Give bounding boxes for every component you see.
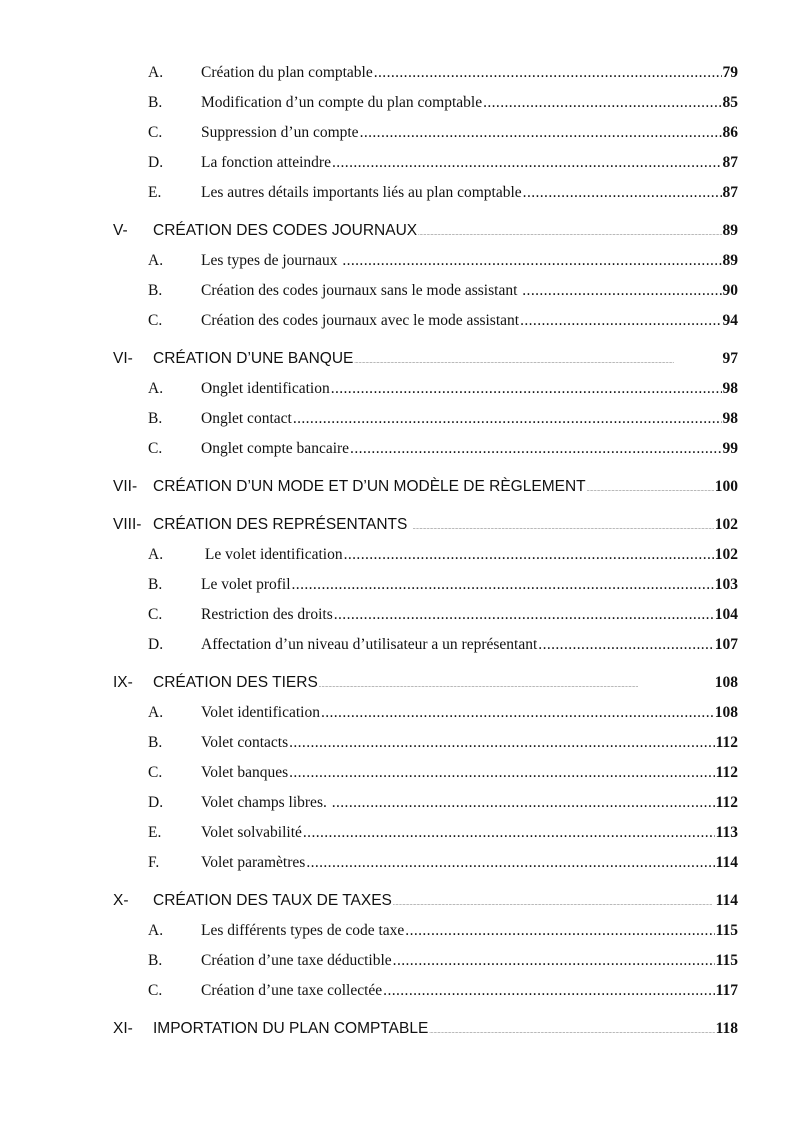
toc-section-entry[interactable]: [113, 1020, 738, 1050]
subsection-letter: C.: [148, 440, 163, 457]
subsection-title: Onglet identification: [201, 380, 330, 397]
toc-subsection-entry[interactable]: [113, 704, 738, 734]
dot-leader: [538, 636, 713, 654]
subsection-title: Affectation d’un niveau d’utilisateur a un représentant: [201, 636, 538, 653]
page-number: 79: [722, 64, 738, 81]
subsection-letter: D.: [148, 154, 164, 171]
section-title: CRÉATION DES TAUX DE TAXES: [153, 892, 392, 909]
subsection-letter: C.: [148, 764, 163, 781]
toc-section-entry[interactable]: [113, 350, 738, 380]
page-number: 99: [722, 440, 738, 457]
subsection-letter: B.: [148, 952, 163, 969]
section-title: CRÉATION DES CODES JOURNAUX: [153, 222, 418, 239]
toc-section-entry[interactable]: [113, 222, 738, 252]
dot-leader: [393, 952, 715, 970]
toc-subsection-entry[interactable]: [113, 64, 738, 94]
toc-subsection-entry[interactable]: [113, 794, 738, 824]
page-number: 97: [722, 350, 738, 367]
page-number: 107: [714, 636, 738, 653]
toc-subsection-entry[interactable]: [113, 982, 738, 1012]
dot-leader: [523, 184, 722, 202]
page-number: 100: [714, 478, 738, 495]
table-of-contents: [113, 64, 738, 1050]
dot-leader: [332, 154, 722, 172]
subsection-title: Onglet contact: [201, 410, 292, 427]
subsection-title: Le volet identification: [201, 546, 343, 563]
page-number: 89: [722, 222, 738, 239]
subsection-letter: A.: [148, 64, 164, 81]
dot-leader: [587, 487, 714, 493]
section-title: CRÉATION DES REPRÉSENTANTS: [153, 516, 412, 533]
toc-subsection-entry[interactable]: [113, 734, 738, 764]
subsection-letter: C.: [148, 124, 163, 141]
subsection-letter: A.: [148, 546, 164, 563]
dot-leader: [342, 252, 721, 270]
dot-leader: [344, 546, 714, 564]
toc-section-entry[interactable]: [113, 892, 738, 922]
toc-subsection-entry[interactable]: [113, 124, 738, 154]
dot-leader: [289, 734, 714, 752]
subsection-title: Les types de journaux: [201, 252, 342, 269]
page-number: 115: [715, 952, 738, 969]
subsection-title: Volet banques: [201, 764, 289, 781]
toc-section-entry[interactable]: [113, 516, 738, 546]
subsection-title: Volet champs libres.: [201, 794, 331, 811]
dot-leader: [374, 64, 722, 82]
page-number: 104: [714, 606, 738, 623]
subsection-title: Volet solvabilité: [201, 824, 302, 841]
dot-leader: [332, 794, 715, 812]
subsection-title: Suppression d’un compte: [201, 124, 359, 141]
toc-subsection-entry[interactable]: [113, 252, 738, 282]
page-number: 114: [715, 854, 738, 871]
subsection-letter: C.: [148, 312, 163, 329]
toc-subsection-entry[interactable]: [113, 764, 738, 794]
subsection-title: Création du plan comptable: [201, 64, 373, 81]
toc-subsection-entry[interactable]: [113, 952, 738, 982]
section-numeral: V-: [113, 222, 128, 239]
subsection-title: Volet identification: [201, 704, 320, 721]
dot-leader: [522, 282, 721, 300]
subsection-letter: D.: [148, 636, 164, 653]
page-number: 103: [714, 576, 738, 593]
subsection-letter: A.: [148, 922, 164, 939]
toc-subsection-entry[interactable]: [113, 380, 738, 410]
dot-leader: [350, 440, 721, 458]
page-number: 89: [722, 252, 738, 269]
page-number: 108: [714, 704, 738, 721]
toc-subsection-entry[interactable]: [113, 410, 738, 440]
toc-subsection-entry[interactable]: [113, 282, 738, 312]
subsection-letter: B.: [148, 576, 163, 593]
section-numeral: VIII-: [113, 516, 142, 533]
subsection-title: Les différents types de code taxe: [201, 922, 405, 939]
page-number: 112: [715, 734, 738, 751]
subsection-letter: E.: [148, 824, 162, 841]
subsection-letter: A.: [148, 380, 164, 397]
page-number: 85: [722, 94, 738, 111]
toc-subsection-entry[interactable]: [113, 546, 738, 576]
page-number: 117: [715, 982, 738, 999]
section-title: CRÉATION DES TIERS: [153, 674, 318, 691]
dot-leader: [360, 124, 722, 142]
dot-leader: [429, 1029, 714, 1035]
toc-subsection-entry[interactable]: [113, 312, 738, 342]
section-numeral: X-: [113, 892, 129, 909]
page-number: 118: [715, 1020, 738, 1037]
subsection-title: Les autres détails importants liés au plan comptable: [201, 184, 522, 201]
toc-subsection-entry[interactable]: [113, 854, 738, 884]
subsection-title: Onglet compte bancaire: [201, 440, 350, 457]
subsection-letter: A.: [148, 704, 164, 721]
dot-leader: [383, 982, 714, 1000]
toc-subsection-entry[interactable]: [113, 636, 738, 666]
toc-subsection-entry[interactable]: [113, 154, 738, 184]
page-number: 98: [722, 380, 738, 397]
section-title: IMPORTATION DU PLAN COMPTABLE: [153, 1020, 429, 1037]
toc-subsection-entry[interactable]: [113, 440, 738, 470]
subsection-letter: F.: [148, 854, 160, 871]
dot-leader: [331, 380, 722, 398]
subsection-letter: E.: [148, 184, 162, 201]
page-number: 112: [715, 794, 738, 811]
section-title: CRÉATION D’UNE BANQUE: [153, 350, 354, 367]
subsection-title: Création d’une taxe collectée: [201, 982, 383, 999]
toc-subsection-entry[interactable]: [113, 94, 738, 124]
dot-leader: [393, 901, 715, 907]
subsection-title: Volet paramètres: [201, 854, 306, 871]
subsection-letter: C.: [148, 606, 163, 623]
toc-subsection-entry[interactable]: [113, 184, 738, 214]
dot-leader: [306, 854, 714, 872]
subsection-title: Modification d’un compte du plan comptable: [201, 94, 483, 111]
section-numeral: XI-: [113, 1020, 133, 1037]
section-numeral: VII-: [113, 478, 138, 495]
page-number: 114: [715, 892, 738, 909]
dot-leader: [405, 922, 714, 940]
toc-subsection-entry[interactable]: [113, 606, 738, 636]
toc-subsection-entry[interactable]: [113, 922, 738, 952]
subsection-title: Création d’une taxe déductible: [201, 952, 392, 969]
page-number: 115: [715, 922, 738, 939]
dot-leader: [418, 231, 721, 237]
page-number: 113: [715, 824, 738, 841]
page-number: 102: [714, 516, 738, 533]
page-number: 86: [722, 124, 738, 141]
dot-leader: [292, 576, 714, 594]
subsection-letter: A.: [148, 252, 164, 269]
toc-subsection-entry[interactable]: [113, 576, 738, 606]
dot-leader: [321, 704, 714, 722]
subsection-title: Création des codes journaux avec le mode assistant: [201, 312, 520, 329]
toc-section-entry[interactable]: [113, 674, 738, 704]
subsection-letter: B.: [148, 410, 163, 427]
page-number: 102: [714, 546, 738, 563]
toc-section-entry[interactable]: [113, 478, 738, 508]
page-number: 94: [722, 312, 738, 329]
section-title: CRÉATION D’UN MODE ET D’UN MODÈLE DE RÈGLEMENT: [153, 478, 586, 495]
subsection-letter: D.: [148, 794, 164, 811]
subsection-title: Le volet profil: [201, 576, 291, 593]
subsection-title: Volet contacts: [201, 734, 289, 751]
dot-leader: [520, 312, 721, 330]
dot-leader: [354, 359, 721, 365]
dot-leader: [289, 764, 714, 782]
dot-leader: [413, 525, 714, 531]
subsection-letter: C.: [148, 982, 163, 999]
page-number: 90: [722, 282, 738, 299]
subsection-title: Restriction des droits: [201, 606, 333, 623]
page-number: 87: [722, 154, 738, 171]
subsection-title: La fonction atteindre: [201, 154, 331, 171]
dot-leader: [483, 94, 721, 112]
page-number: 108: [714, 674, 738, 691]
subsection-letter: B.: [148, 282, 163, 299]
section-numeral: IX-: [113, 674, 133, 691]
page-number: 87: [722, 184, 738, 201]
page-number: 98: [722, 410, 738, 427]
dot-leader: [334, 606, 714, 624]
toc-subsection-entry[interactable]: [113, 824, 738, 854]
subsection-title: Création des codes journaux sans le mode assistant: [201, 282, 522, 299]
dot-leader: [303, 824, 715, 842]
page-number: 112: [715, 764, 738, 781]
subsection-letter: B.: [148, 94, 163, 111]
subsection-letter: B.: [148, 734, 163, 751]
dot-leader: [293, 410, 722, 428]
section-numeral: VI-: [113, 350, 133, 367]
dot-leader: [319, 683, 714, 689]
